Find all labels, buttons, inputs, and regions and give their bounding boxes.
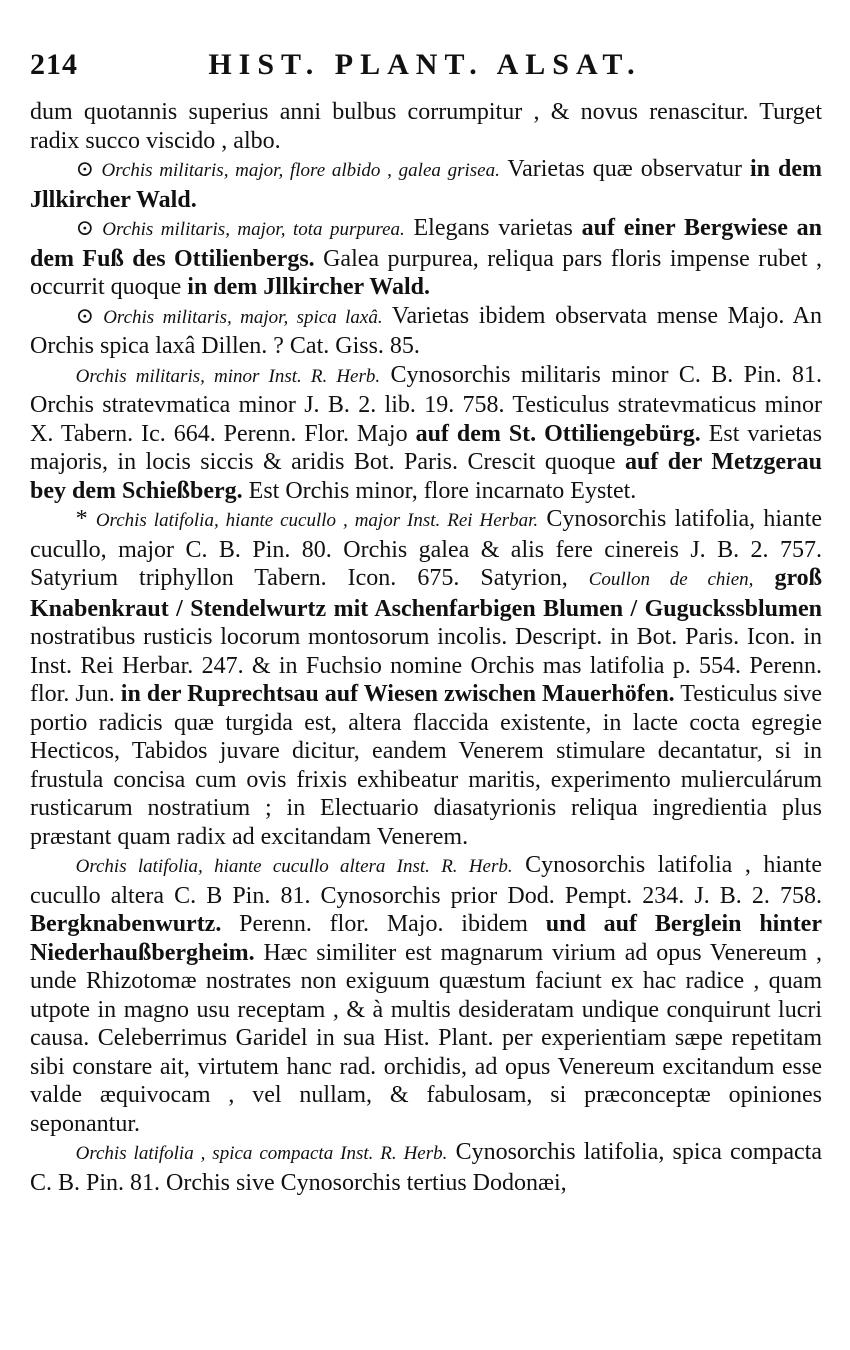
text-run: Cynosorchis latifolia , hiante cucullo altera C. B Pin. 81. Cynosorchis prior Dod. Pempt. 234. J. B. 2. 758. bbox=[30, 852, 822, 909]
text-run: Cynosorchis latifolia, hiante cucullo, major C. B. Pin. 80. Orchis galea & alis fere cinereis J. B. 2. 757. Satyrium triphyllon Tabern. Icon. 675. Satyrion, bbox=[30, 506, 823, 591]
variety-symbol: ⊙ bbox=[75, 156, 102, 181]
text-run: dum quotannis superius anni bulbus corrumpitur , & novus renascitur. Turget radix succo viscido , albo. bbox=[30, 99, 822, 154]
running-title: HIST. PLANT. ALSAT. bbox=[208, 48, 642, 81]
paragraph bbox=[30, 505, 822, 851]
variety-symbol: ⊙ bbox=[75, 302, 104, 328]
plant-name: Orchis militaris, major, spica laxâ. bbox=[103, 306, 383, 328]
plant-name: Orchis militaris, major, flore albido , galea grisea. bbox=[101, 160, 500, 181]
german-locality: Bergknabenwurtz. bbox=[30, 911, 222, 937]
variety-symbol: ⊙ bbox=[75, 215, 103, 240]
german-locality: auf dem St. Ottiliengebürg. bbox=[415, 420, 701, 447]
text-run: Perenn. flor. Majo. ibidem bbox=[221, 911, 546, 937]
paragraph bbox=[30, 851, 822, 1138]
page-header bbox=[30, 48, 820, 88]
text-run: Varietas quæ observatur bbox=[499, 156, 750, 182]
plant-name: Orchis latifolia, hiante cucullo altera Inst. R. Herb. bbox=[75, 856, 513, 877]
text-run: Cynosorchis latifolia, spica compacta C. B. Pin. 81. Orchis sive Cynosorchis tertius Dodonæi, bbox=[30, 1139, 822, 1196]
paragraph bbox=[30, 1138, 822, 1197]
plant-name: Orchis militaris, major, tota purpurea. bbox=[102, 219, 405, 240]
text-run: nostratibus rusticis locorum montosorum incolis. Descript. in Bot. Paris. Icon. in Inst. Rei Herbar. 247. & in Fuchsio nomine Orchis mas latifolia p. 554. Perenn. flor. Jun. bbox=[30, 624, 822, 707]
german-locality: in dem Jllkircher Wald. bbox=[30, 156, 822, 213]
german-locality: auf der Metzgerau bey dem Schießberg. bbox=[30, 449, 822, 504]
paragraph bbox=[30, 98, 822, 155]
text-run: Galea purpurea, reliqua pars floris impense rubet , occurrit quoque bbox=[30, 245, 822, 300]
paragraph bbox=[30, 214, 822, 302]
text-run: Varietas ibidem observata mense Majo. An Orchis spica laxâ Dillen. ? Cat. Giss. 85. bbox=[30, 302, 822, 359]
plant-name: Orchis militaris, minor Inst. R. Herb. bbox=[75, 365, 381, 387]
german-locality: in dem Jllkircher Wald. bbox=[187, 274, 430, 300]
text-run bbox=[753, 565, 774, 591]
text-run: Elegans varietas bbox=[404, 215, 582, 241]
german-locality: und auf Berglein hinter Niederhaußbergheim. bbox=[30, 911, 822, 966]
text-run: Est varietas majoris, in locis siccis & aridis Bot. Paris. Crescit quoque bbox=[30, 420, 823, 475]
paragraph bbox=[30, 302, 822, 361]
paragraph bbox=[30, 361, 822, 506]
text-run: * bbox=[75, 506, 96, 532]
plant-name: Orchis latifolia , spica compacta Inst. R. Herb. bbox=[75, 1143, 448, 1164]
text-run: Est Orchis minor, flore incarnato Eystet. bbox=[242, 477, 637, 504]
plant-name: Coullon de chien, bbox=[588, 569, 754, 590]
text-run: Hæc similiter est magnarum virium ad opus Venereum , unde Rhizotomæ nostrates non exiguum quæstum faciunt ex hac radice , quam utpote in magno usu receptam , & à multis desideratam undique conquirunt lucri causa. Celeberrimus Garidel in sua Hist. Plant. per experientiam sæpe repetitam sibi constare ait, virtutem hanc rad. orchidis, ad opus Venereum excitandum esse valde æquivocam , vel nullam, & fabulosam, si præconceptæ opiniones seponantur. bbox=[30, 939, 822, 1137]
german-locality: in der Ruprechtsau auf Wiesen zwischen Mauerhöfen. bbox=[120, 681, 675, 707]
plant-name: Orchis latifolia, hiante cucullo , major Inst. Rei Herbar. bbox=[95, 510, 539, 531]
body-text bbox=[30, 98, 822, 1197]
text-run: Cynosorchis militaris minor C. B. Pin. 81. Orchis stratevmatica minor J. B. 2. lib. 19. 758. Testiculus stratevmaticus minor X. Tabern. Ic. 664. Perenn. Flor. Majo bbox=[30, 361, 823, 447]
page-number: 214 bbox=[30, 48, 78, 81]
text-run: Testiculus sive portio radicis quæ turgida est, altera flaccida existente, in lacte cocta egregie Hecticos, Tabidos juvare dicitur, eandem Venerem stimulare decantatur, si in frustula concisa cum ovis frixis exhibeatur maritis, experimento mulierculárum rusticarum nostratium ; in Electuario diasatyrionis reliqua ingredientia plus præstant quam radix ad excitandam Venerem. bbox=[30, 681, 822, 850]
german-locality: auf einer Bergwiese an dem Fuß des Ottilienbergs. bbox=[30, 215, 823, 272]
paragraph bbox=[30, 155, 822, 214]
german-locality: groß Knabenkraut / Stendelwurtz mit Aschenfarbigen Blumen / Guguckssblumen bbox=[30, 565, 823, 622]
